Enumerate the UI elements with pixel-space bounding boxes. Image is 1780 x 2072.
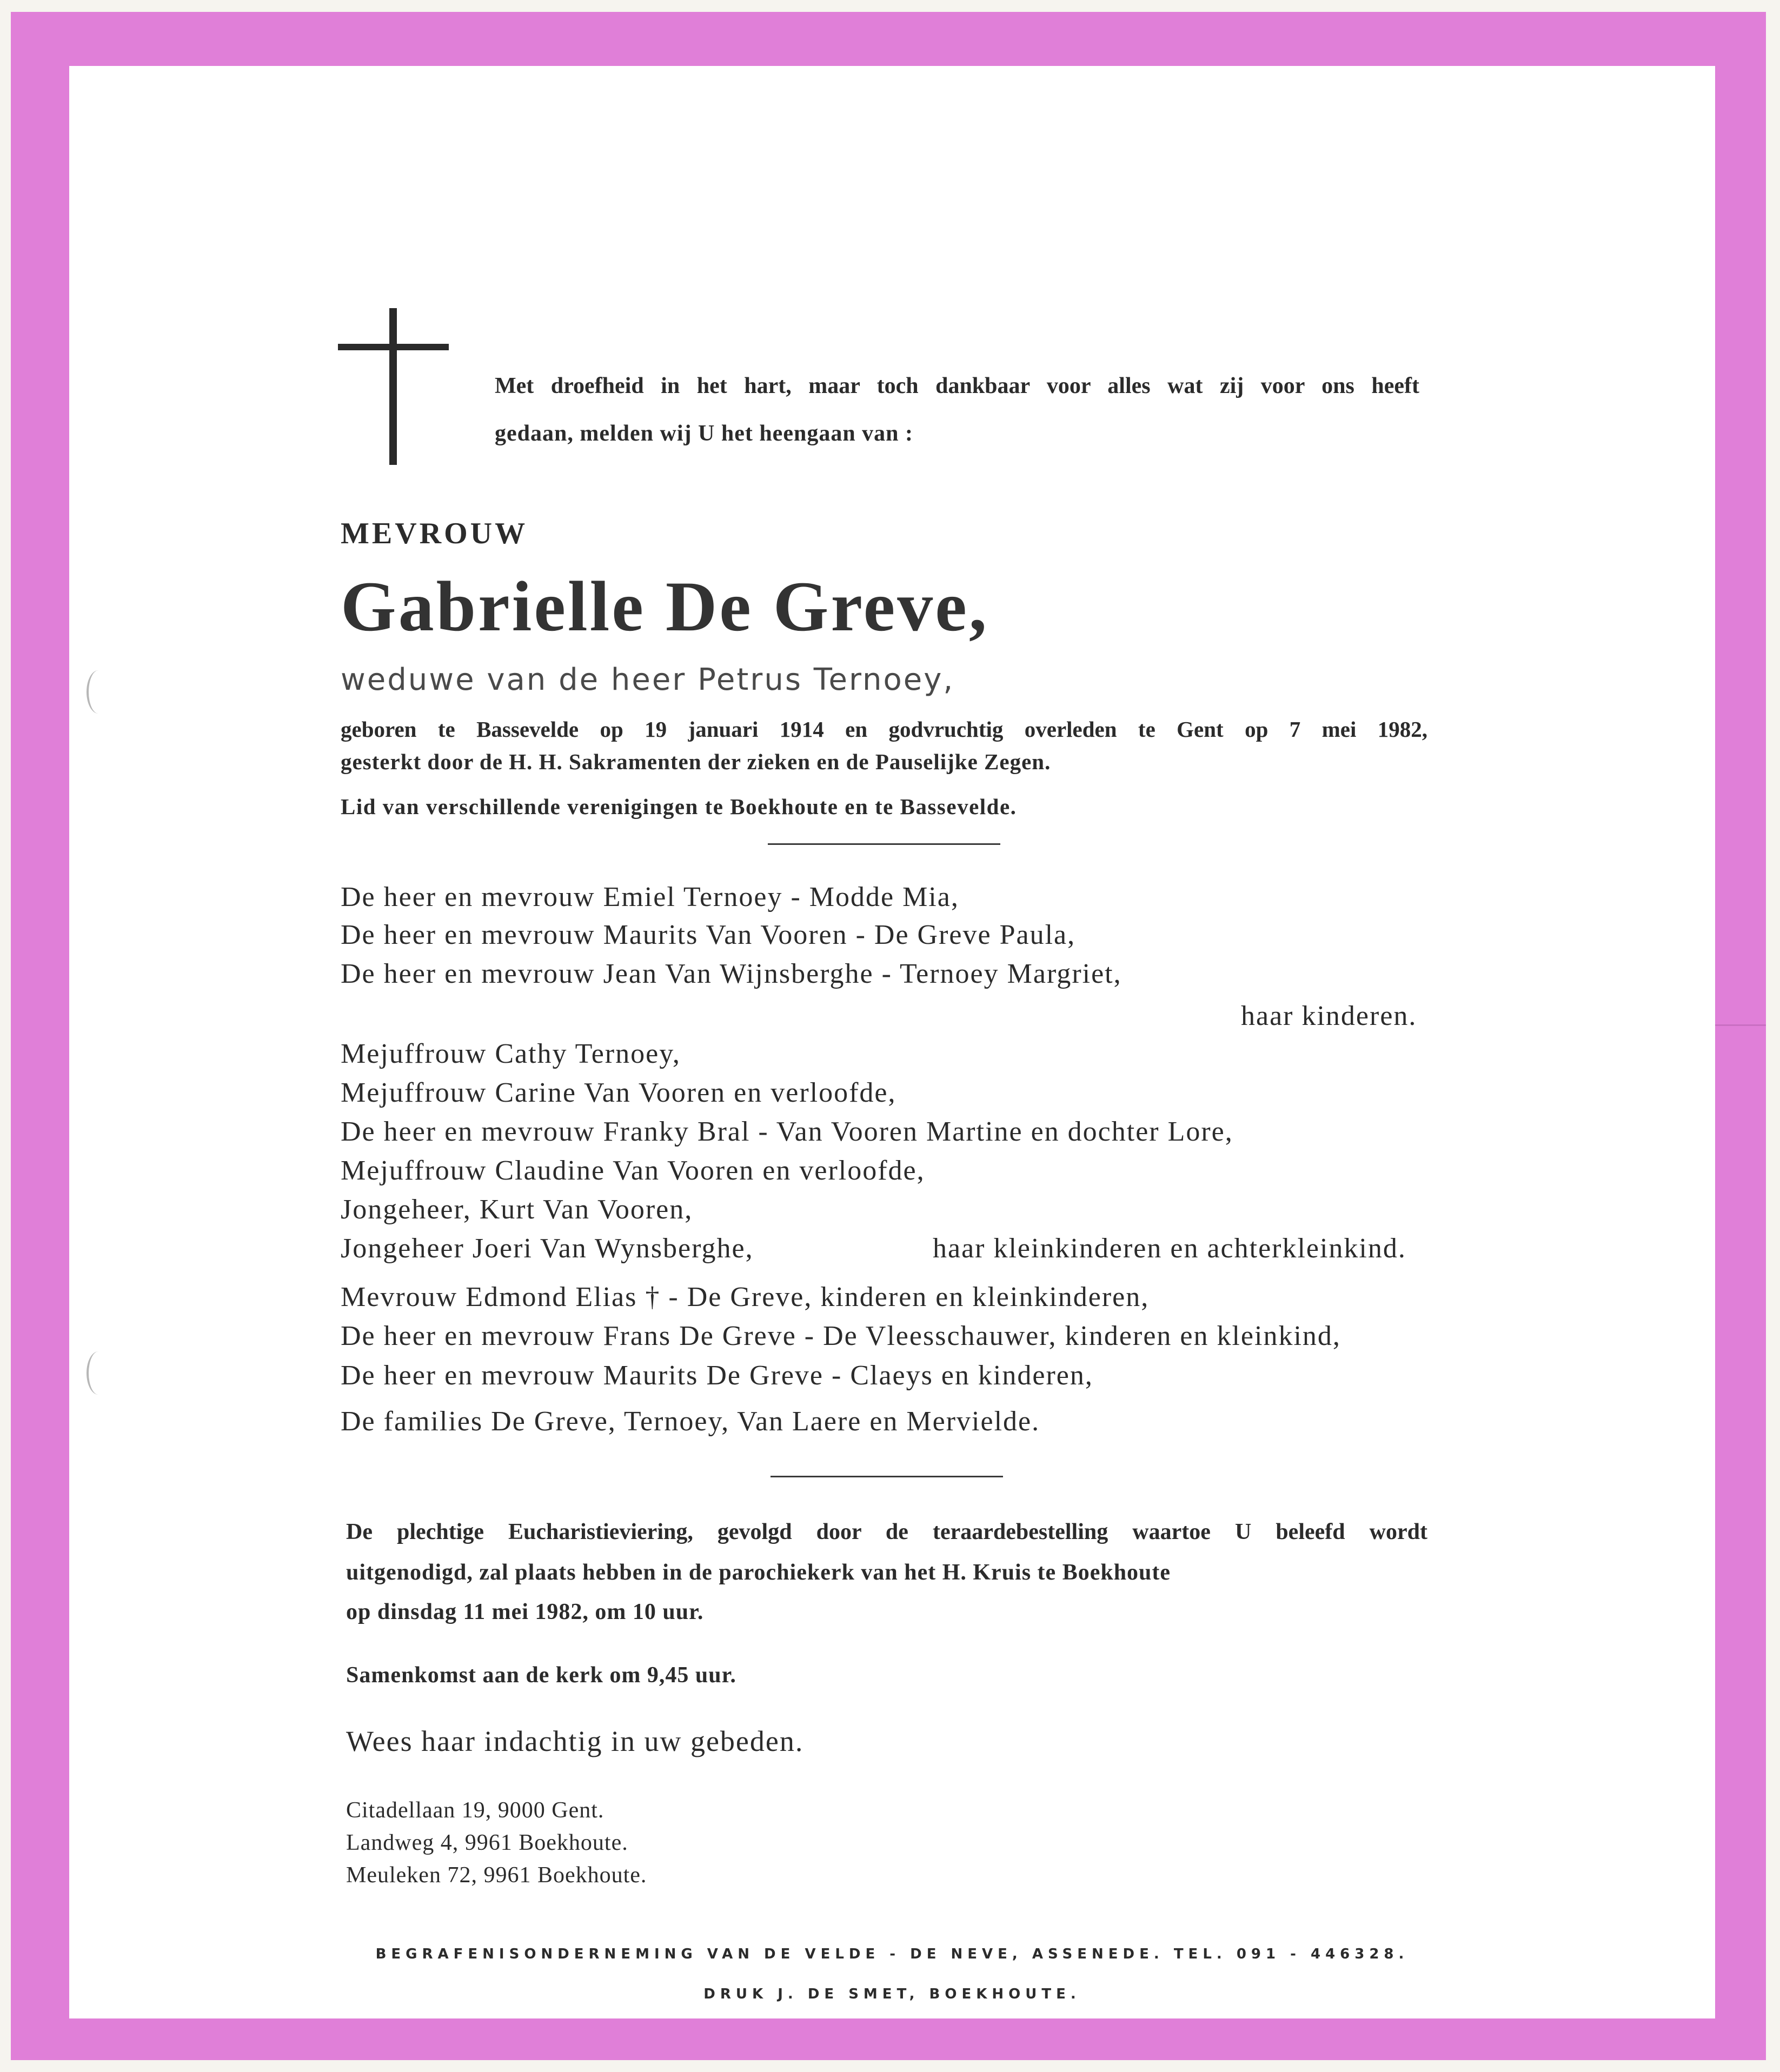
address-line-1: Citadellaan 19, 9000 Gent.: [346, 1798, 605, 1823]
ceremony-line-1: De plechtige Eucharistieviering, gevolgd door de teraardebestelling waartoe U beleefd wordt: [346, 1520, 1427, 1544]
relative-line-1: Mevrouw Edmond Elias † - De Greve, kinderen en kleinkinderen,: [341, 1282, 1150, 1313]
fold-crease: [1715, 1024, 1766, 1026]
divider-rule: [768, 843, 1000, 845]
punch-hole-mark: [87, 1351, 110, 1395]
paper-area: [69, 66, 1715, 2018]
relative-line-4: De families De Greve, Ternoey, Van Laere en Mervielde.: [341, 1406, 1040, 1437]
prayer-line: Wees haar indachtig in uw gebeden.: [346, 1725, 804, 1757]
undertaker-line: BEGRAFENISONDERNEMING VAN DE VELDE - DE NEVE, ASSENEDE. TEL. 091 - 446328.: [375, 1946, 1409, 1962]
widow-line: weduwe van de heer Petrus Ternoey,: [341, 662, 955, 697]
details-line-1: geboren te Bassevelde op 19 januari 1914 en godvruchtig overleden te Gent op 7 mei 1982,: [341, 717, 1427, 742]
details-line-2: gesterkt door de H. H. Sakramenten der zieken en de Pauselijke Zegen.: [341, 749, 1051, 774]
grandchild-line-1: Mejuffrouw Cathy Ternoey,: [341, 1038, 681, 1069]
intro-line-1: Met droefheid in het hart, maar toch dankbaar voor alles wat zij voor ons heeft: [495, 374, 1419, 398]
cross-horizontal-bar: [338, 344, 449, 350]
grandchild-line-6: Jongeheer Joeri Van Wynsberghe,: [341, 1233, 754, 1264]
grandchild-line-4: Mejuffrouw Claudine Van Vooren en verloofde,: [341, 1155, 925, 1186]
printer-line: DRUK J. DE SMET, BOEKHOUTE.: [703, 1986, 1081, 2002]
relative-line-2: De heer en mevrouw Frans De Greve - De Vleesschauwer, kinderen en kleinkind,: [341, 1321, 1341, 1351]
ceremony-line-2: uitgenodigd, zal plaats hebben in de parochiekerk van het H. Kruis te Boekhoute: [346, 1560, 1171, 1585]
divider-rule: [771, 1476, 1003, 1477]
details-line-3: Lid van verschillende verenigingen te Boekhoute en te Bassevelde.: [341, 794, 1017, 819]
child-line-1: De heer en mevrouw Emiel Ternoey - Modde Mia,: [341, 882, 959, 912]
children-label: haar kinderen.: [1241, 1001, 1417, 1031]
cross-vertical-bar: [389, 308, 397, 465]
punch-hole-mark: [87, 670, 110, 714]
ceremony-line-3: op dinsdag 11 mei 1982, om 10 uur.: [346, 1600, 704, 1624]
intro-line-2: gedaan, melden wij U het heengaan van :: [495, 421, 914, 446]
grandchild-line-5: Jongeheer, Kurt Van Vooren,: [341, 1194, 693, 1225]
relative-line-3: De heer en mevrouw Maurits De Greve - Claeys en kinderen,: [341, 1360, 1093, 1391]
deceased-name: Gabrielle De Greve,: [341, 567, 989, 646]
address-line-2: Landweg 4, 9961 Boekhoute.: [346, 1830, 628, 1855]
address-line-3: Meuleken 72, 9961 Boekhoute.: [346, 1863, 647, 1888]
child-line-3: De heer en mevrouw Jean Van Wijnsberghe - Ternoey Margriet,: [341, 958, 1122, 989]
grandchildren-label: haar kleinkinderen en achterkleinkind.: [933, 1233, 1406, 1264]
title-mevrouw: MEVROUW: [341, 517, 528, 550]
grandchild-line-3: De heer en mevrouw Franky Bral - Van Vooren Martine en dochter Lore,: [341, 1116, 1233, 1147]
child-line-2: De heer en mevrouw Maurits Van Vooren - De Greve Paula,: [341, 920, 1076, 950]
grandchild-line-2: Mejuffrouw Carine Van Vooren en verloofde,: [341, 1077, 896, 1108]
gathering-line: Samenkomst aan de kerk om 9,45 uur.: [346, 1663, 736, 1688]
